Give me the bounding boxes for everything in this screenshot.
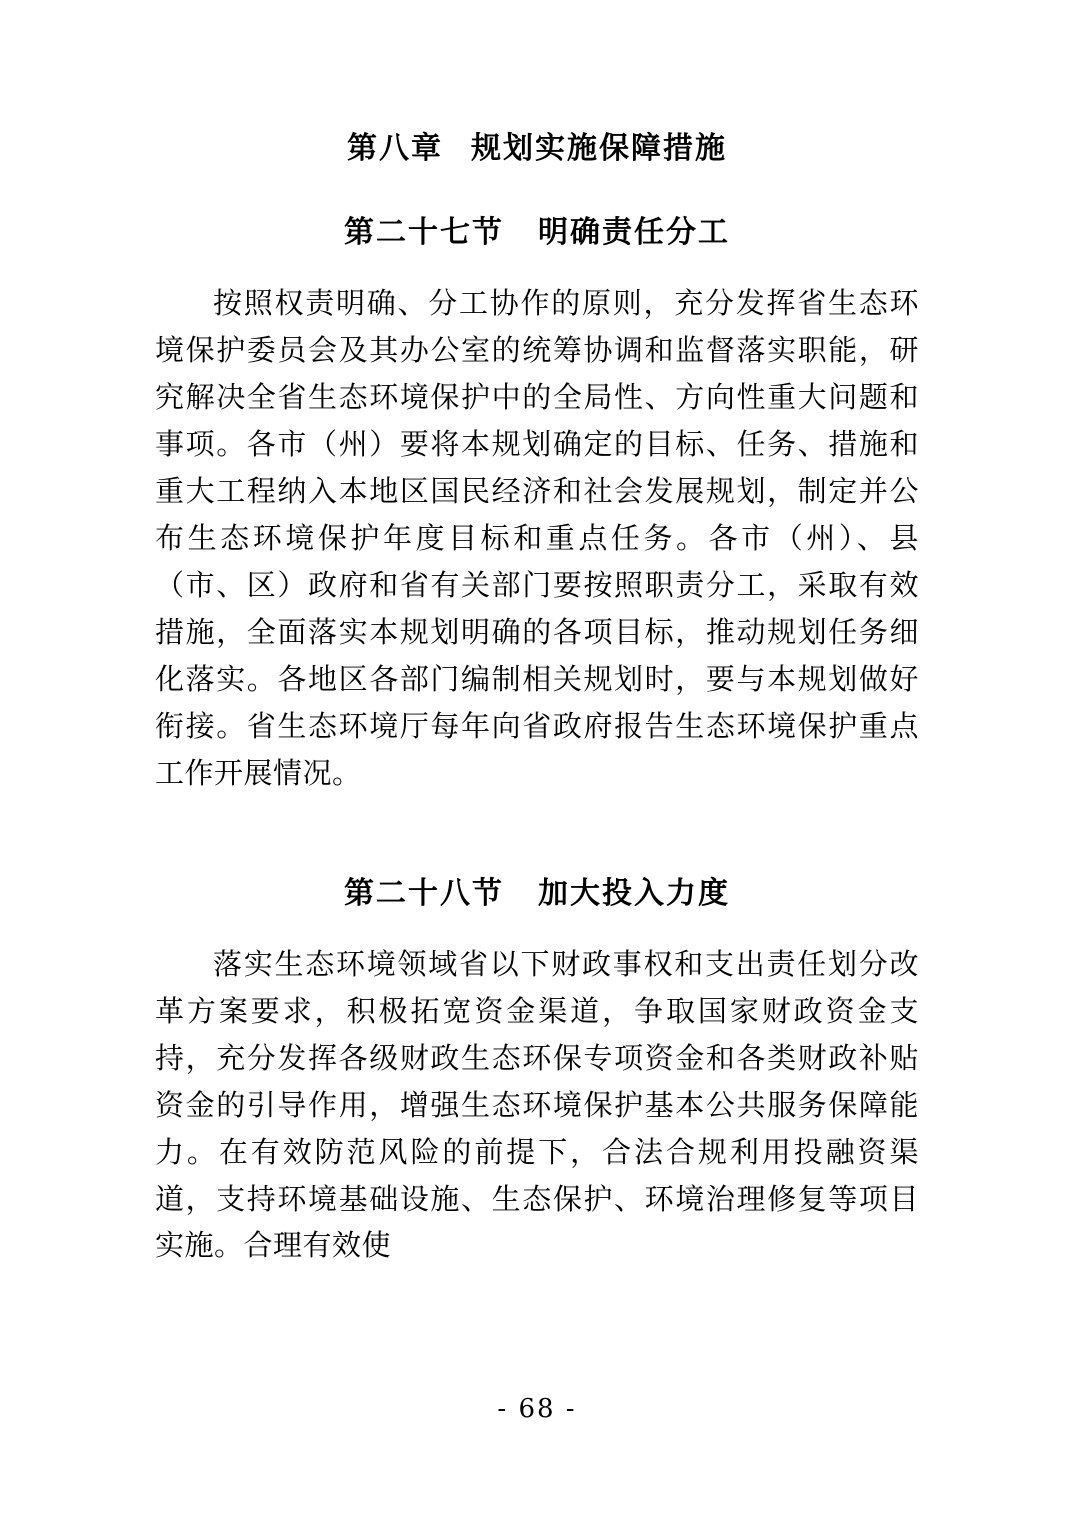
page-number: - 68 - bbox=[497, 1394, 577, 1424]
section-heading-27 bbox=[155, 212, 919, 254]
paragraph: 按照权责明确、分工协作的原则，充分发挥省生态环境保护委员会及其办公室的统筹协调和监督落实职能，研究解决全省生态环境保护中的全局性、方向性重大问题和事项。各市（州）要将本规划确定的目标、任务、措施和重大工程纳入本地区国民经济和社会发展规划，制定并公布生态环境保护年度目标和重点任务。各市（州）、县（市、区）政府和省有关部门要按照职责分工，采取有效措施，全面落实本规划明确的各项目标，推动规划任务细化落实。各地区各部门编制相关规划时，要与本规划做好衔接。省生态环境厅每年向省政府报告生态环境保护重点工作开展情况。 bbox=[155, 286, 919, 790]
section-heading-28 bbox=[155, 873, 919, 915]
section-spacer bbox=[155, 797, 919, 831]
paragraph: 落实生态环境领域省以下财政事权和支出责任划分改革方案要求，积极拓宽资金渠道，争取国家财政资金支持，充分发挥各级财政生态环保专项资金和各类财政补贴资金的引导作用，增强生态环境保护基本公共服务保障能力。在有效防范风险的前提下，合法合规利用投融资渠道，支持环境基础设施、生态保护、环境治理修复等项目实施。合理有效使 bbox=[155, 946, 919, 1263]
chapter-title-text: 规划实施保障措施 bbox=[471, 131, 727, 166]
section-title-28: 加大投入力度 bbox=[538, 875, 730, 911]
section-number-27: 第二十七节 bbox=[344, 215, 504, 250]
section-number-28: 第二十八节 bbox=[344, 875, 504, 911]
section-title-27: 明确责任分工 bbox=[538, 215, 730, 250]
chapter-number: 第八章 bbox=[347, 131, 443, 166]
chapter-heading bbox=[155, 128, 919, 170]
